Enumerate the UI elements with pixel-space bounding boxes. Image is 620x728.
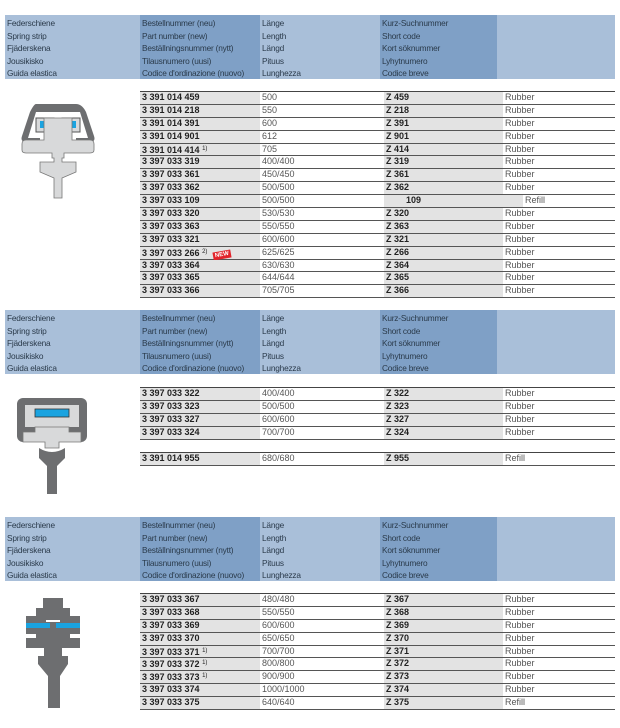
- header-label: Längd: [262, 338, 285, 349]
- header-label: Federschiene: [7, 18, 55, 28]
- part-number: 3 397 033 373: [142, 672, 200, 683]
- part-number-cell: [140, 182, 260, 194]
- header-label: Pituus: [262, 557, 284, 568]
- short-code-cell: Z 362: [384, 182, 503, 194]
- header-label: Spring strip: [7, 532, 47, 543]
- part-number: 3 397 033 368: [142, 606, 200, 617]
- part-number: 3 397 033 364: [142, 259, 200, 270]
- short-code-cell: Z 414: [384, 144, 503, 156]
- header-label: Länge: [262, 18, 285, 28]
- header-label: Part number (new): [142, 30, 208, 41]
- short-code-cell: Z 955: [384, 453, 503, 465]
- part-number-cell: [140, 247, 260, 259]
- table-row: [140, 234, 615, 247]
- header-label: Bestellnummer (neu): [142, 18, 216, 28]
- part-number: 3 397 033 375: [142, 697, 200, 708]
- short-code-cell: Z 375: [384, 697, 503, 709]
- part-number-cell: [140, 658, 260, 670]
- table-row: [140, 607, 615, 620]
- type-cell: Rubber: [505, 233, 535, 244]
- part-number: 3 397 033 370: [142, 632, 200, 643]
- part-number: 3 397 033 109: [142, 195, 200, 206]
- table-row: [140, 247, 615, 260]
- type-cell: Rubber: [505, 632, 535, 643]
- type-cell: Rubber: [505, 104, 535, 115]
- type-cell: Rubber: [505, 388, 535, 398]
- length-cell: 500/500: [260, 182, 384, 194]
- table-row: [140, 169, 615, 182]
- header-label: Spring strip: [7, 30, 47, 41]
- type-cell: Rubber: [505, 671, 535, 682]
- header-label: Längd: [262, 545, 285, 556]
- part-number: 3 391 014 459: [142, 92, 200, 102]
- header-label: Part number (new): [142, 325, 208, 336]
- type-cell: Rubber: [505, 143, 535, 154]
- table-row: [140, 208, 615, 221]
- header-label: Lyhytnumero: [382, 350, 428, 361]
- header-label: Kurz-Suchnummer: [382, 520, 449, 530]
- short-code-cell: Z 324: [384, 427, 503, 439]
- header-label: Tilausnumero (uusi): [142, 557, 212, 568]
- table-row: [140, 594, 615, 607]
- header-col2: [140, 517, 260, 581]
- part-number: 3 391 014 901: [142, 130, 200, 141]
- section-3-table: [140, 593, 615, 710]
- part-number-cell: [140, 234, 260, 246]
- table-row: [140, 684, 615, 697]
- length-cell: 630/630: [260, 260, 384, 272]
- header-label: Tilausnumero (uusi): [142, 350, 212, 361]
- table-row: [140, 388, 615, 401]
- table-row: [140, 182, 615, 195]
- part-number: 3 397 033 361: [142, 169, 200, 180]
- header-label: Federschiene: [7, 520, 55, 530]
- part-number: 3 397 033 367: [142, 594, 200, 604]
- length-cell: 500/500: [260, 195, 384, 207]
- part-number: 3 397 033 321: [142, 233, 200, 244]
- part-number-cell: [140, 260, 260, 272]
- header-label: Lunghezza: [262, 68, 301, 79]
- header-label: Codice d'ordinazione (nuovo): [142, 68, 245, 79]
- header-label: Kort söknummer: [382, 545, 441, 556]
- short-code-cell: Z 372: [384, 658, 503, 670]
- table-row: [140, 272, 615, 285]
- short-code-cell: Z 373: [384, 671, 503, 683]
- header-label: Short code: [382, 30, 421, 41]
- header-label: Codice breve: [382, 570, 429, 581]
- type-cell: Rubber: [505, 246, 535, 257]
- part-number: 3 397 033 322: [142, 388, 200, 398]
- part-number-cell: [140, 195, 260, 207]
- header-label: Lunghezza: [262, 570, 301, 581]
- short-code-cell: Z 367: [384, 594, 503, 606]
- part-number-cell: [140, 697, 260, 709]
- short-code-cell: Z 365: [384, 272, 503, 284]
- length-cell: 644/644: [260, 272, 384, 284]
- header-label: Codice breve: [382, 363, 429, 374]
- part-number-cell: [140, 607, 260, 619]
- type-cell: Rubber: [505, 117, 535, 128]
- part-number-cell: [140, 144, 260, 156]
- header-label: Federschiene: [7, 313, 55, 323]
- table-row: [140, 401, 615, 414]
- spring-strip-profile-3-icon: [18, 596, 88, 711]
- part-number: 3 397 033 371: [142, 646, 200, 657]
- header-label: Fjäderskena: [7, 338, 51, 349]
- part-number-cell: [140, 272, 260, 284]
- short-code-cell: Z 321: [384, 234, 503, 246]
- short-code-cell: Z 320: [384, 208, 503, 220]
- part-number-cell: [140, 684, 260, 696]
- part-number: 3 397 033 363: [142, 220, 200, 231]
- short-code-cell: Z 459: [384, 92, 503, 104]
- section-1-header: [5, 15, 615, 79]
- header-label: Kurz-Suchnummer: [382, 18, 449, 28]
- header-label: Fjäderskena: [7, 545, 51, 556]
- short-code-cell: Z 374: [384, 684, 503, 696]
- type-cell: Rubber: [505, 400, 535, 411]
- type-cell: Rubber: [505, 619, 535, 630]
- section-3-header: [5, 517, 615, 581]
- length-cell: 600/600: [260, 234, 384, 246]
- length-cell: 600: [260, 118, 384, 130]
- header-col2: [140, 15, 260, 79]
- part-number-cell: [140, 414, 260, 426]
- table-row: [140, 671, 615, 684]
- new-badge: NEW: [213, 249, 232, 260]
- part-number: 3 397 033 266: [142, 247, 200, 258]
- length-cell: 400/400: [260, 156, 384, 168]
- table-row: [140, 156, 615, 169]
- type-cell: Refill: [525, 195, 546, 206]
- part-number-cell: [140, 131, 260, 143]
- table-row: [140, 260, 615, 273]
- header-label: Länge: [262, 313, 285, 323]
- length-cell: 650/650: [260, 633, 384, 645]
- length-cell: 705/705: [260, 285, 384, 297]
- header-label: Lyhytnumero: [382, 55, 428, 66]
- length-cell: 480/480: [260, 594, 384, 606]
- short-code-cell: Z 363: [384, 221, 503, 233]
- part-number: 3 391 014 218: [142, 104, 200, 115]
- length-cell: 530/530: [260, 208, 384, 220]
- table-row: [140, 697, 615, 710]
- header-label: Kort söknummer: [382, 43, 441, 54]
- part-number-cell: [140, 105, 260, 117]
- type-cell: Rubber: [505, 169, 535, 180]
- short-code-cell: Z 368: [384, 607, 503, 619]
- header-blank: [497, 517, 615, 581]
- header-label: Länge: [262, 520, 285, 530]
- part-number-cell: [140, 594, 260, 606]
- part-number-cell: [140, 401, 260, 413]
- spring-strip-profile-1-icon: [18, 100, 98, 200]
- short-code-cell: Z 371: [384, 646, 503, 658]
- length-cell: 450/450: [260, 169, 384, 181]
- short-code-cell: Z 266: [384, 247, 503, 259]
- table-row: [140, 453, 615, 466]
- part-number-cell: [140, 92, 260, 104]
- header-label: Guida elastica: [7, 68, 57, 79]
- header-label: Beställningsnummer (nytt): [142, 43, 234, 54]
- length-cell: 800/800: [260, 658, 384, 670]
- part-number-cell: [140, 208, 260, 220]
- header-label: Length: [262, 30, 287, 41]
- part-number: 3 391 014 955: [142, 453, 200, 463]
- short-code-cell: Z 369: [384, 620, 503, 632]
- header-label: Lunghezza: [262, 363, 301, 374]
- header-label: Guida elastica: [7, 363, 57, 374]
- spring-strip-profile-2-icon: [15, 392, 90, 497]
- type-cell: Refill: [505, 697, 526, 708]
- length-cell: 600/600: [260, 620, 384, 632]
- header-label: Codice d'ordinazione (nuovo): [142, 363, 245, 374]
- type-cell: Rubber: [505, 208, 535, 219]
- header-col2: [140, 310, 260, 374]
- header-label: Lyhytnumero: [382, 557, 428, 568]
- length-cell: 550/550: [260, 221, 384, 233]
- header-col4: [380, 517, 497, 581]
- table-row: [140, 285, 615, 298]
- short-code-cell: Z 327: [384, 414, 503, 426]
- header-label: Bestellnummer (neu): [142, 313, 216, 323]
- header-blank: [497, 310, 615, 374]
- header-blank: [497, 15, 615, 79]
- header-label: Length: [262, 532, 287, 543]
- part-number-cell: [140, 118, 260, 130]
- table-row: [140, 620, 615, 633]
- part-number: 3 397 033 319: [142, 156, 200, 167]
- header-label: Jousikisko: [7, 557, 44, 568]
- part-number: 3 397 033 369: [142, 619, 200, 630]
- part-number-cell: [140, 285, 260, 297]
- short-code-cell: Z 391: [384, 118, 503, 130]
- header-label: Jousikisko: [7, 55, 44, 66]
- part-number: 3 397 033 374: [142, 684, 200, 695]
- type-cell: Refill: [505, 453, 526, 463]
- header-label: Beställningsnummer (nytt): [142, 545, 234, 556]
- type-cell: Rubber: [505, 156, 535, 167]
- header-label: Bestellnummer (neu): [142, 520, 216, 530]
- header-col4: [380, 15, 497, 79]
- section-2-table: [140, 387, 615, 440]
- table-row: [140, 633, 615, 646]
- header-label: Jousikisko: [7, 350, 44, 361]
- header-label: Codice d'ordinazione (nuovo): [142, 570, 245, 581]
- type-cell: Rubber: [505, 426, 535, 437]
- header-label: Guida elastica: [7, 570, 57, 581]
- short-code-cell: Z 366: [384, 285, 503, 297]
- header-label: Part number (new): [142, 532, 208, 543]
- header-label: Short code: [382, 532, 421, 543]
- type-cell: Rubber: [505, 92, 535, 102]
- part-number: 3 397 033 320: [142, 208, 200, 219]
- part-number-cell: [140, 633, 260, 645]
- type-cell: Rubber: [505, 272, 535, 283]
- table-row: [140, 658, 615, 671]
- part-number-cell: [140, 646, 260, 658]
- length-cell: 700/700: [260, 427, 384, 439]
- part-number: 3 397 033 372: [142, 659, 200, 670]
- table-row: [140, 221, 615, 234]
- header-col1: [5, 15, 140, 79]
- header-col1: [5, 310, 140, 374]
- short-code-cell: Z 322: [384, 388, 503, 400]
- part-number: 3 397 033 365: [142, 272, 200, 283]
- table-row: [140, 131, 615, 144]
- header-col4: [380, 310, 497, 374]
- part-number-cell: [140, 221, 260, 233]
- section-1-table: [140, 91, 615, 298]
- part-number-cell: [140, 169, 260, 181]
- header-col3: [260, 310, 380, 374]
- part-number: 3 397 033 362: [142, 182, 200, 193]
- type-cell: Rubber: [505, 658, 535, 669]
- part-number-cell: [140, 453, 260, 465]
- part-number: 3 391 014 414: [142, 144, 200, 155]
- footnote-ref: 1): [202, 145, 208, 152]
- length-cell: 640/640: [260, 697, 384, 709]
- footnote-ref: 1): [202, 660, 208, 667]
- header-label: Pituus: [262, 55, 284, 66]
- length-cell: 705: [260, 144, 384, 156]
- part-number-cell: [140, 671, 260, 683]
- short-code-cell: Z 218: [384, 105, 503, 117]
- table-row: [140, 118, 615, 131]
- header-col3: [260, 15, 380, 79]
- type-cell: Rubber: [505, 259, 535, 270]
- part-number: 3 397 033 323: [142, 400, 200, 411]
- length-cell: 612: [260, 131, 384, 143]
- header-col1: [5, 517, 140, 581]
- section-2-extra-table: [140, 452, 615, 466]
- table-row: [140, 427, 615, 440]
- type-cell: Rubber: [505, 220, 535, 231]
- length-cell: 500/500: [260, 401, 384, 413]
- length-cell: 680/680: [260, 453, 384, 465]
- table-row: [140, 195, 615, 208]
- header-label: Fjäderskena: [7, 43, 51, 54]
- header-label: Beställningsnummer (nytt): [142, 338, 234, 349]
- short-code-cell: Z 364: [384, 260, 503, 272]
- table-row: [140, 92, 615, 105]
- type-cell: Rubber: [505, 684, 535, 695]
- short-code-cell: Z 370: [384, 633, 503, 645]
- header-label: Length: [262, 325, 287, 336]
- type-cell: Rubber: [505, 285, 535, 296]
- part-number: 3 397 033 366: [142, 285, 200, 296]
- type-cell: Rubber: [505, 606, 535, 617]
- length-cell: 900/900: [260, 671, 384, 683]
- type-cell: Rubber: [505, 182, 535, 193]
- header-label: Tilausnumero (uusi): [142, 55, 212, 66]
- table-row: [140, 414, 615, 427]
- part-number: 3 397 033 324: [142, 426, 200, 437]
- footnote-ref: 1): [202, 673, 208, 680]
- short-code-cell: Z 901: [384, 131, 503, 143]
- length-cell: 550/550: [260, 607, 384, 619]
- type-cell: Rubber: [505, 594, 535, 604]
- header-label: Codice breve: [382, 68, 429, 79]
- header-label: Kort söknummer: [382, 338, 441, 349]
- header-label: Spring strip: [7, 325, 47, 336]
- short-code-cell: Z 361: [384, 169, 503, 181]
- table-row: [140, 646, 615, 659]
- type-cell: Rubber: [505, 413, 535, 424]
- footnote-ref: 2): [202, 248, 208, 255]
- section-2-header: [5, 310, 615, 374]
- length-cell: 1000/1000: [260, 684, 384, 696]
- short-code-cell: 109: [384, 195, 523, 207]
- short-code-cell: Z 323: [384, 401, 503, 413]
- short-code-cell: Z 319: [384, 156, 503, 168]
- header-label: Längd: [262, 43, 285, 54]
- header-label: Short code: [382, 325, 421, 336]
- type-cell: Rubber: [505, 130, 535, 141]
- type-cell: Rubber: [505, 645, 535, 656]
- length-cell: 700/700: [260, 646, 384, 658]
- part-number-cell: [140, 427, 260, 439]
- header-label: Pituus: [262, 350, 284, 361]
- footnote-ref: 1): [202, 647, 208, 654]
- header-col3: [260, 517, 380, 581]
- header-label: Kurz-Suchnummer: [382, 313, 449, 323]
- length-cell: 400/400: [260, 388, 384, 400]
- table-row: [140, 144, 615, 157]
- part-number-cell: [140, 620, 260, 632]
- length-cell: 500: [260, 92, 384, 104]
- part-number: 3 391 014 391: [142, 117, 200, 128]
- table-row: [140, 105, 615, 118]
- length-cell: 550: [260, 105, 384, 117]
- part-number: 3 397 033 327: [142, 413, 200, 424]
- part-number-cell: [140, 156, 260, 168]
- length-cell: 625/625: [260, 247, 384, 259]
- part-number-cell: [140, 388, 260, 400]
- length-cell: 600/600: [260, 414, 384, 426]
